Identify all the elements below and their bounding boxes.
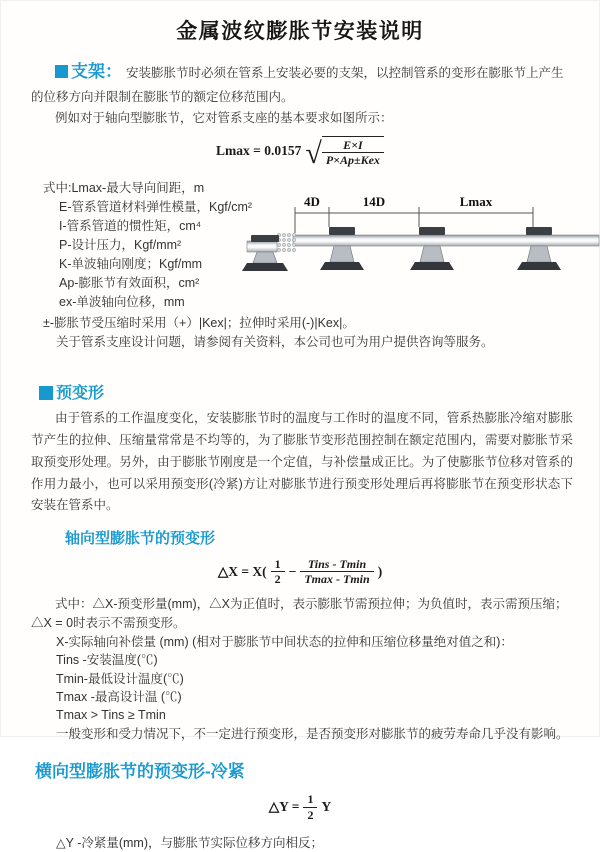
definition-line: 式中:Lmax-最大导向间距，m xyxy=(43,181,205,196)
pipe-stub xyxy=(247,241,277,252)
fraction-numerator: E×I xyxy=(343,137,363,152)
support-section-heading: 支架： xyxy=(71,62,122,81)
guide-support-symbol xyxy=(410,227,454,270)
formula-lhs: △Y = xyxy=(268,799,300,815)
axial-predeform-formula xyxy=(1,557,599,587)
axial-definition-line: Tins -安装温度(℃) xyxy=(56,653,158,668)
radical-icon: √ xyxy=(305,137,322,171)
formula-rhs: Y xyxy=(321,799,332,815)
predeform-paragraph: 由于管系的工作温度变化，安装膨胀节时的温度与工作时的温度不同，管系热膨胀冷缩对膨胀节产生的拉伸、压缩量常常是不均等的，为了膨胀节变形范围控制在额定范围内，需要对膨胀节采取预变形处理。另外，由于膨胀节刚度是一个定值，与补偿量成正比。为了使膨胀节位移对管系的作用力最小，也可以采用预变形(冷紧)方让对膨胀节进行预变形处理后再将膨胀节在预变形状态下安装在管系中。 xyxy=(31,411,573,513)
section-bullet-icon xyxy=(55,65,68,78)
definition-line: ex-单波轴向位移，mm xyxy=(59,295,185,310)
support-example-line: 例如对于轴向型膨胀节，它对管系支座的基本要求如图所示： xyxy=(55,110,393,125)
formula-fraction xyxy=(322,136,384,168)
definition-line: E-管系管道材料弹性模量，Kgf/cm² xyxy=(59,200,253,215)
definition-line: Ap-膨胀节有效面积，cm² xyxy=(59,276,200,291)
support-intro-paragraph xyxy=(31,58,573,108)
axial-definition-line: 一般变形和受力情况下，不一定进行预变形，是否预变形对膨胀节的疲劳寿命几乎没有影响。 xyxy=(56,726,569,741)
one-half-fraction xyxy=(271,557,285,587)
guide-support-symbol xyxy=(517,227,561,270)
axial-definition-paragraph: 式中：△X-预变形量(mm)，△X为正值时，表示膨胀节需预拉伸；为负值时，表示需预压缩；△X = 0时表示不需预变形。 xyxy=(31,596,568,630)
definition-line: I-管系管道的惯性矩，cm⁴ xyxy=(59,219,202,234)
page-title: 金属波纹膨胀节安装说明 xyxy=(176,20,424,43)
fraction-denominator: P×Ap±Kex xyxy=(322,152,384,167)
definition-line: P-设计压力，Kgf/mm² xyxy=(59,238,182,253)
lmax-formula xyxy=(1,136,599,171)
lateral-predeform-heading: 横向型膨胀节的预变形-冷紧 xyxy=(35,762,245,782)
pipe-support-diagram xyxy=(247,191,599,287)
guide-support-symbol xyxy=(320,227,364,270)
minus-sign: − xyxy=(288,563,297,579)
anchor-support-symbol xyxy=(242,235,288,271)
one-half-fraction xyxy=(303,792,317,822)
section-bullet-icon xyxy=(39,386,53,400)
fraction-denominator: Tmax - Tmin xyxy=(300,571,373,586)
sign-convention-note: ±-膨胀节受压缩时采用（+）|Kex|；拉伸时采用(-)|Kex|。 xyxy=(43,316,355,331)
temperature-fraction xyxy=(300,557,373,587)
consulting-note: 关于管系支座设计问题，请参阅有关资料，本公司也可为用户提供咨询等服务。 xyxy=(56,335,494,350)
fraction-numerator: 1 xyxy=(274,557,281,572)
dimension-label-14d: 14D xyxy=(362,194,386,209)
support-intro-text: 安装膨胀节时必须在管系上安装必要的支架，以控制管系的变形在膨胀节上产生的位移方向并限制在膨胀节的额定位移范围内。 xyxy=(31,66,564,104)
axial-definition-line: Tmax -最高设计温 (℃) xyxy=(56,690,182,705)
predeform-heading-text: 预变形 xyxy=(56,385,105,403)
dimension-label-lmax: Lmax xyxy=(459,194,493,209)
definition-line: K-单波轴向刚度；Kgf/mm xyxy=(59,257,203,272)
main-pipe xyxy=(293,235,599,246)
fraction-numerator: Tins - Tmin xyxy=(307,557,367,572)
formula-rhs: ) xyxy=(377,563,383,579)
fraction-denominator: 2 xyxy=(271,571,285,586)
axial-definition-line: Tmax > Tins ≥ Tmin xyxy=(56,708,166,723)
formula-lhs: Lmax = 0.0157 xyxy=(216,143,302,159)
axial-definition-line: X-实际轴向补偿量 (mm) (相对于膨胀节中间状态的拉伸和压缩位移量绝对值之和)： xyxy=(56,634,513,649)
fraction-denominator: 2 xyxy=(303,807,317,822)
lateral-predeform-formula xyxy=(1,792,599,822)
axial-definition-line: Tmin-最低设计温度(℃) xyxy=(56,671,184,686)
dimension-label-4d: 4D xyxy=(304,194,320,209)
formula-lhs: △X = X( xyxy=(217,563,267,579)
predeform-section-heading xyxy=(39,380,599,403)
axial-predeform-heading: 轴向型膨胀节的预变形 xyxy=(65,530,216,548)
lateral-note-line: △Y -冷紧量(mm)，与膨胀节实际位移方向相反； xyxy=(56,836,324,851)
fraction-numerator: 1 xyxy=(307,792,314,807)
